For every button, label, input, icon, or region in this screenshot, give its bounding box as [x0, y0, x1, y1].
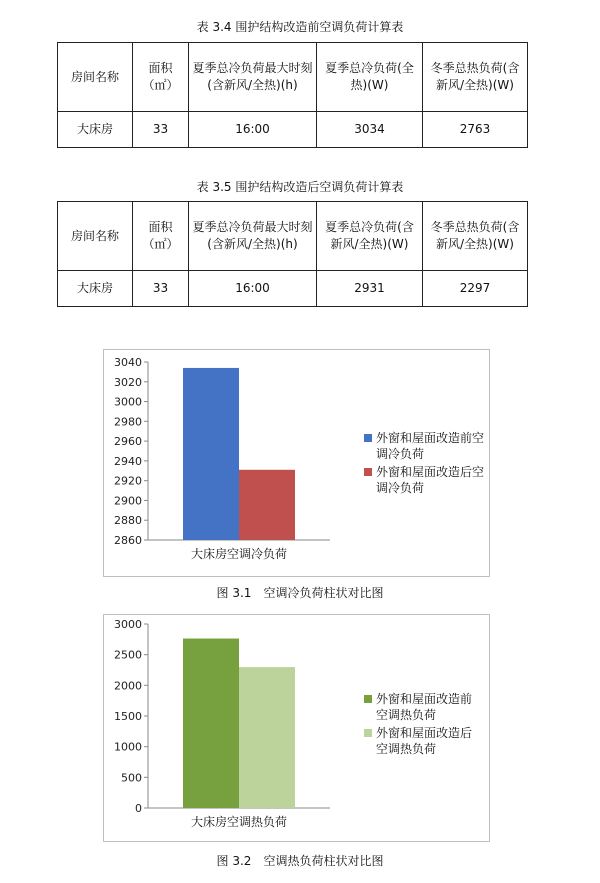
- header-area: 面积（㎡）: [133, 202, 189, 271]
- y-tick-label: 3020: [114, 375, 142, 389]
- legend-swatch: [364, 468, 372, 476]
- x-category-label: 大床房空调热负荷: [190, 815, 288, 829]
- bar-before: [183, 639, 239, 808]
- header-room-name: 房间名称: [58, 43, 133, 112]
- bar-after: [239, 470, 295, 540]
- header-summer-peak-time: 夏季总冷负荷最大时刻(含新风/全热)(h): [189, 202, 317, 271]
- header-room-name: 房间名称: [58, 202, 133, 271]
- y-tick-label: 2500: [114, 648, 142, 662]
- legend-label: 调冷负荷: [376, 447, 425, 461]
- header-summer-cooling-load: 夏季总冷负荷(含新风/全热)(W): [317, 202, 423, 271]
- y-tick-label: 2880: [114, 514, 142, 528]
- figure-3-2-caption: 图 3.2 空调热负荷柱状对比图: [216, 854, 384, 868]
- cell-area: 33: [133, 271, 189, 307]
- table-row: [58, 271, 528, 307]
- table-header-row: [58, 43, 528, 112]
- table2-caption: 表 3.5 围护结构改造后空调负荷计算表: [196, 180, 404, 194]
- y-tick-label: 3000: [114, 395, 142, 409]
- cooling-load-chart-svg: [104, 350, 489, 576]
- y-tick-label: 2960: [114, 435, 142, 449]
- y-tick-label: 1000: [114, 740, 142, 754]
- cell-room-name: 大床房: [58, 112, 133, 148]
- legend-swatch: [364, 729, 372, 737]
- y-tick-label: 3040: [114, 356, 142, 369]
- legend-label: 空调热负荷: [376, 708, 437, 722]
- header-winter-heating-load: 冬季总热负荷(含新风/全热)(W): [423, 43, 528, 112]
- table-row: [58, 112, 528, 148]
- legend-label: 外窗和屋面改造前空: [376, 431, 485, 445]
- table-header-row: [58, 202, 528, 271]
- cooling-load-chart: [103, 349, 490, 577]
- legend-swatch: [364, 434, 372, 442]
- y-tick-label: 2940: [114, 454, 142, 468]
- y-tick-label: 0: [135, 802, 142, 815]
- y-tick-label: 2000: [114, 679, 142, 693]
- header-winter-heating-load: 冬季总热负荷(含新风/全热)(W): [423, 202, 528, 271]
- cell-area: 33: [133, 112, 189, 148]
- cell-heating-load: 2297: [423, 271, 528, 307]
- heating-load-chart: [103, 614, 490, 842]
- table1-caption: 表 3.4 围护结构改造前空调负荷计算表: [196, 20, 404, 34]
- cell-room-name: 大床房: [58, 271, 133, 307]
- cell-cooling-load: 3034: [317, 112, 423, 148]
- y-tick-label: 2920: [114, 474, 142, 488]
- legend-label: 调冷负荷: [376, 481, 425, 495]
- legend-label: 空调热负荷: [376, 742, 437, 756]
- header-summer-cooling-load: 夏季总冷负荷(全热)(W): [317, 43, 423, 112]
- cell-peak-time: 16:00: [189, 271, 317, 307]
- legend-label: 外窗和屋面改造后: [376, 726, 473, 740]
- header-summer-peak-time: 夏季总冷负荷最大时刻(含新风/全热)(h): [189, 43, 317, 112]
- legend-label: 外窗和屋面改造前: [376, 692, 473, 706]
- y-tick-label: 1500: [114, 710, 142, 723]
- legend-swatch: [364, 695, 372, 703]
- legend-label: 外窗和屋面改造后空: [376, 465, 485, 479]
- y-tick-label: 3000: [114, 618, 142, 631]
- heating-load-chart-svg: [104, 615, 489, 841]
- bar-after: [239, 667, 295, 808]
- x-category-label: 大床房空调冷负荷: [190, 547, 288, 561]
- cell-cooling-load: 2931: [317, 271, 423, 307]
- y-tick-label: 2900: [114, 494, 142, 508]
- table-after-retrofit: [57, 201, 528, 307]
- y-tick-label: 2860: [114, 534, 142, 547]
- y-tick-label: 2980: [114, 415, 142, 429]
- figure-3-1-caption: 图 3.1 空调冷负荷柱状对比图: [216, 586, 384, 600]
- y-tick-label: 500: [121, 771, 142, 785]
- header-area: 面积（㎡）: [133, 43, 189, 112]
- bar-before: [183, 368, 239, 540]
- table-before-retrofit: [57, 42, 528, 148]
- cell-heating-load: 2763: [423, 112, 528, 148]
- cell-peak-time: 16:00: [189, 112, 317, 148]
